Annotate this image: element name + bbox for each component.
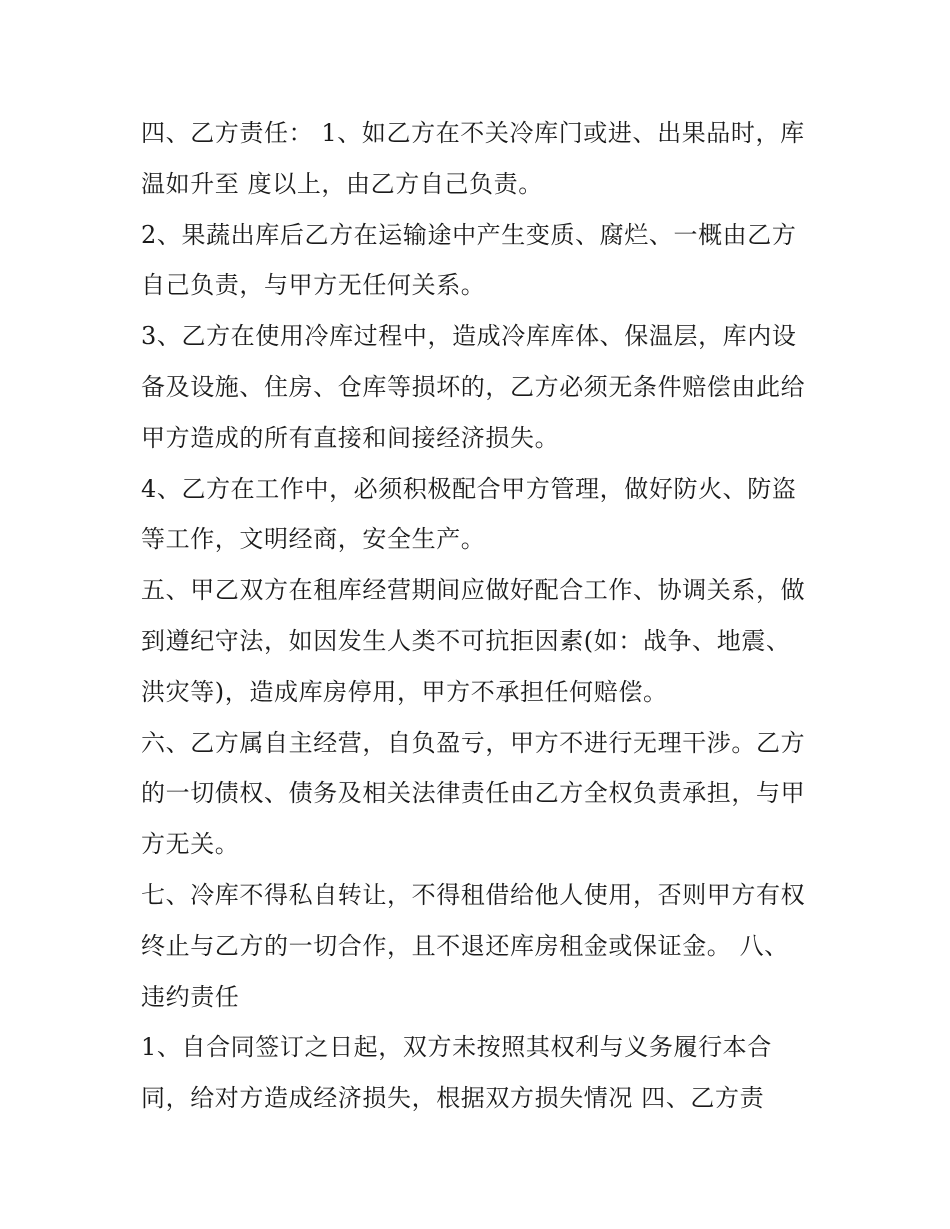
text-line: 的一切债权、债务及相关法律责任由乙方全权负责承担，与甲 [141, 779, 806, 808]
text-line: 1、自合同签订之日起，双方未按照其权利与义务履行本合 [141, 1033, 772, 1062]
text-line: 到遵纪守法，如因发生人类不可抗拒因素(如：战争、地震、 [141, 626, 791, 655]
text-line: 四、乙方责任： 1、如乙方在不关冷库门或进、出果品时，库 [141, 119, 805, 147]
text-line: 终止与乙方的一切合作，且不退还库房租金或保证金。 八、 [141, 931, 789, 960]
document-body [141, 108, 831, 1124]
text-line: 违约责任 [141, 982, 240, 1011]
text-line: 甲方造成的所有直接和间接经济损失。 [141, 423, 560, 452]
text-line: 3、乙方在使用冷库过程中，造成冷库库体、保温层，库内设 [141, 322, 797, 351]
text-line: 等工作，文明经商，安全生产。 [141, 525, 486, 554]
text-line: 自己负责，与甲方无任何关系。 [141, 271, 486, 300]
text-line: 七、冷库不得私自转让，不得租借给他人使用，否则甲方有权 [141, 880, 806, 909]
text-line: 4、乙方在工作中，必须积极配合甲方管理，做好防火、防盗 [141, 474, 797, 503]
text-line: 2、果蔬出库后乙方在运输途中产生变质、腐烂、一概由乙方 [141, 220, 797, 249]
text-line: 六、乙方属自主经营，自负盈亏，甲方不进行无理干涉。乙方 [141, 728, 806, 757]
text-line: 同，给对方造成经济损失，根据双方损失情况 四、乙方责 [141, 1084, 765, 1113]
text-line: 方无关。 [141, 830, 240, 859]
text-line: 洪灾等)，造成库房停用，甲方不承担任何赔偿。 [141, 677, 668, 706]
text-line: 五、甲乙双方在租库经营期间应做好配合工作、协调关系，做 [141, 576, 806, 605]
text-line: 备及设施、住房、仓库等损坏的，乙方必须无条件赔偿由此给 [141, 372, 806, 401]
text-line: 温如升至 度以上，由乙方自己负责。 [141, 169, 543, 198]
